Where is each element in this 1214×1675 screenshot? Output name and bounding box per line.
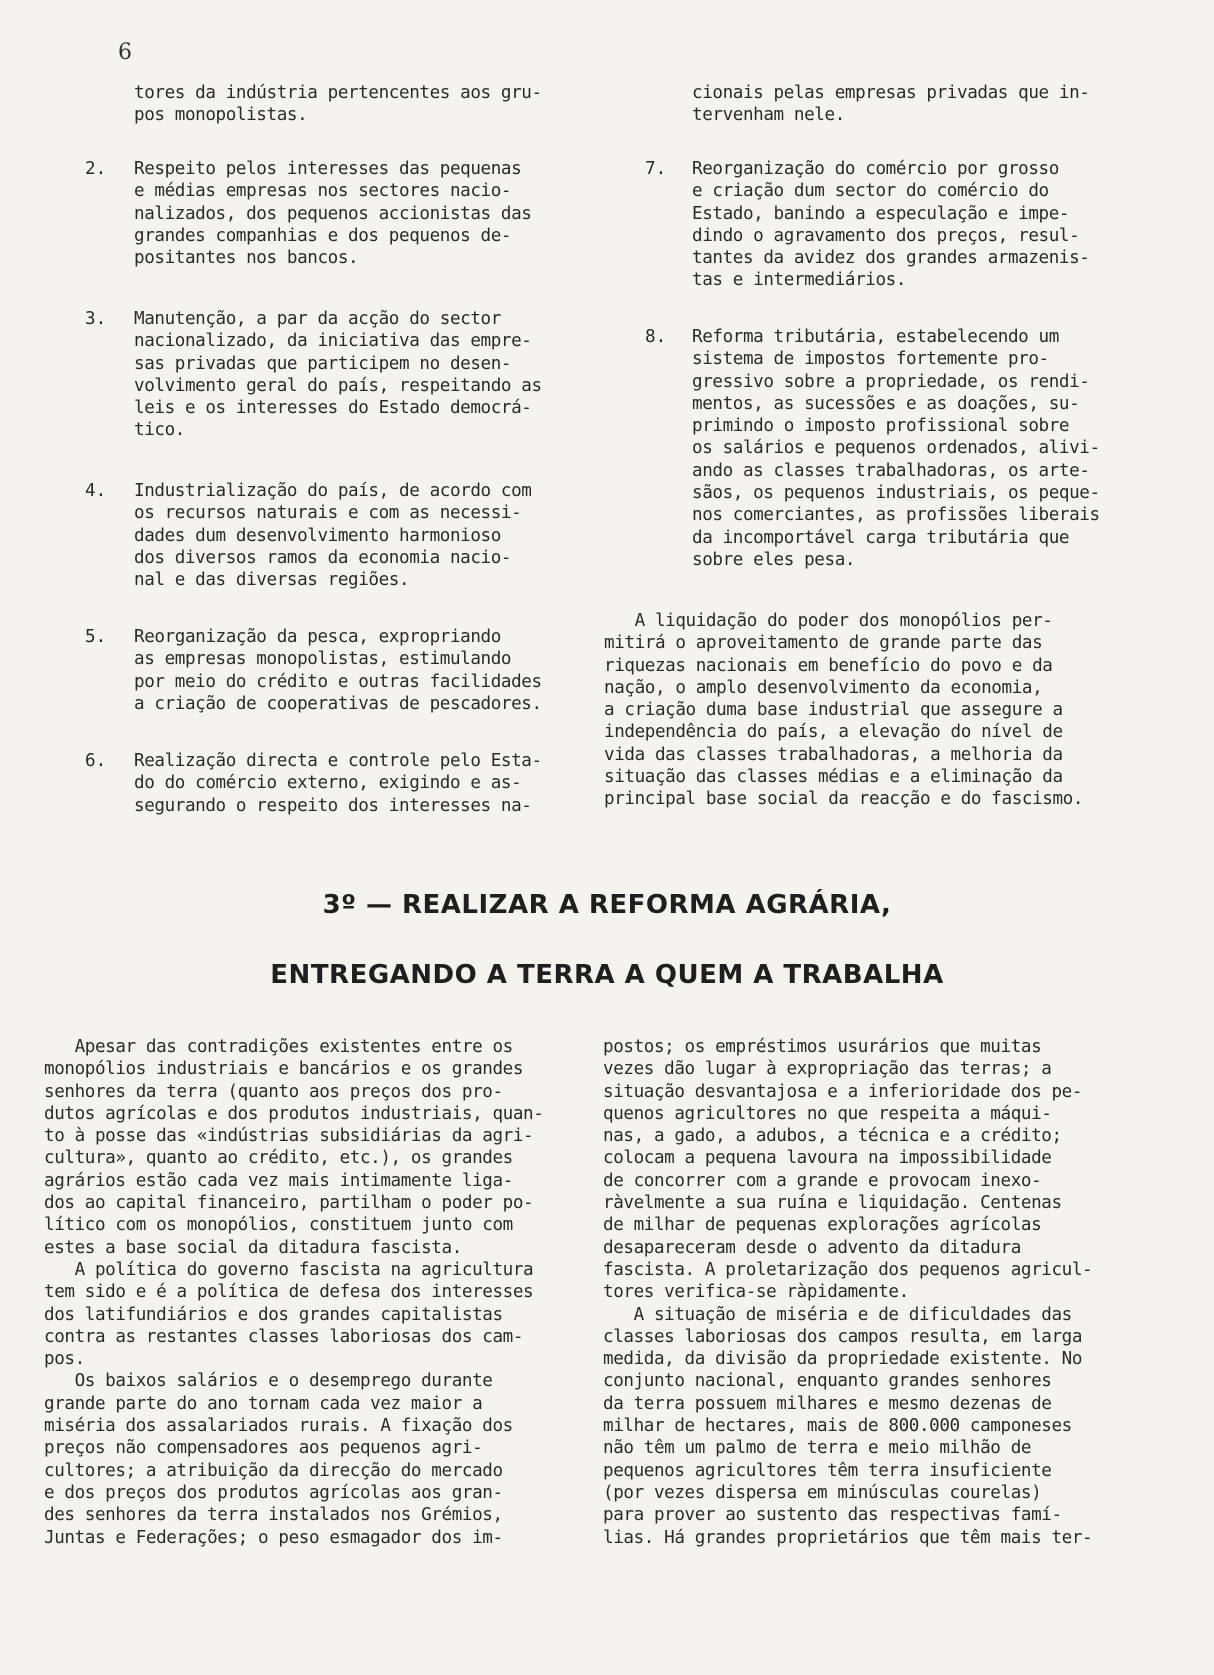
text-line: do do comércio externo, exigindo e as- [134,773,522,794]
text-line: vezes dão lugar à expropriação das terras; a [603,1059,1052,1080]
text-line: cionais pelas empresas privadas que in- [692,83,1090,103]
text-line: contra as restantes classes laboriosas dos cam- [44,1326,524,1347]
text-line: e médias empresas nos sectores nacio- [134,181,512,202]
text-line: tem sido e é a política de defesa dos interesses [44,1282,534,1303]
text-line: pos. [44,1349,85,1370]
text-line: mitirá o aproveitamento de grande parte das [604,633,1043,654]
list-number: 2. [85,159,107,179]
text-line: milhar de hectares, mais de 800.000 camponeses [603,1416,1072,1437]
top-left-intro [134,82,604,127]
list-number: 6. [85,751,107,771]
text-line: nalizados, dos pequenos accionistas das [134,203,532,224]
text-line: desapareceram desde o advento da ditadura [603,1237,1021,1258]
text-line: dos ao capital financeiro, partilham o poder po- [44,1193,534,1214]
text-line: miséria dos assalariados rurais. A fixação dos [44,1416,513,1437]
bottom-left-column [44,1036,594,1549]
text-line: da terra possuem milhares e mesmo dezenas de [603,1393,1052,1414]
text-line: fascista. A proletarização dos pequenos agricul- [603,1259,1093,1280]
text-line: a criação duma base industrial que assegure a [604,700,1063,721]
list-number: 5. [85,627,107,647]
text-line: situação das classes médias e a eliminação da [604,767,1063,788]
text-line: A política do governo fascista na agricultura [44,1259,534,1280]
text-line: situação desvantajosa e a inferioridade dos pe- [603,1081,1083,1102]
text-line: leis e os interesses do Estado democrá- [134,398,532,419]
text-line: nos comerciantes, as profissões liberais [692,505,1100,526]
section-title-line-1: 3º — REALIZAR A REFORMA AGRÁRIA, [322,890,892,920]
text-line: dos latifundiários e dos grandes capitalistas [44,1304,503,1325]
text-line: tores da indústria pertencentes aos gru- [134,83,542,103]
text-line: cultores; a atribuição da direcção do mercado [44,1460,503,1481]
text-line: gressivo sobre a propriedade, os rendi- [692,371,1090,392]
list-number: 4. [85,481,107,501]
text-line: Industrialização do país, de acordo com [134,481,532,501]
text-line: conjunto nacional, enquanto grandes senhores [603,1371,1052,1392]
text-line: segurando o respeito dos interesses na- [134,795,532,816]
list-text [134,750,604,817]
list-text [692,158,1152,292]
text-line: Juntas e Federações; o peso esmagador dos im- [44,1527,503,1548]
text-line: independência do país, a elevação do nível de [604,722,1063,743]
text-line: A situação de miséria e de dificuldades das [603,1304,1072,1325]
text-line: Os baixos salários e o desemprego durante [44,1371,493,1392]
text-line: Reorganização do comércio por grosso [692,159,1059,179]
top-right-paragraph [604,610,1154,811]
text-line: para prover ao sustento das respectivas famí- [603,1505,1062,1526]
text-line: Reforma tributária, estabelecendo um [692,327,1059,347]
text-line: positantes nos bancos. [134,248,359,269]
text-line: Apesar das contradições existentes entre os [44,1037,513,1057]
bottom-right-column [603,1036,1163,1549]
text-line: os salários e pequenos ordenados, alivi- [692,438,1100,459]
text-line: os recursos naturais e com as necessi- [134,503,522,524]
page-number: 6 [118,40,132,65]
text-line: (por vezes dispersa em minúsculas courelas) [603,1482,1042,1503]
text-line: nação, o amplo desenvolvimento da economia, [604,677,1043,698]
text-line: da incomportável carga tributária que [692,527,1070,548]
text-line: tervenham nele. [692,105,845,126]
text-line: primindo o imposto profissional sobre [692,416,1070,437]
text-line: sas privadas que participem no desen- [134,353,512,374]
text-line: dutos agrícolas e dos produtos industriais, quan- [44,1103,544,1124]
text-line: to à posse das «indústrias subsidiárias da agri- [44,1126,534,1147]
text-line: não têm um palmo de terra e meio milhão de [603,1438,1032,1459]
text-line: volvimento geral do país, respeitando as [134,375,542,396]
text-line: cultura», quanto ao crédito, etc.), os grandes [44,1148,513,1169]
text-line: tico. [134,420,185,441]
text-line: nacionalizado, da iniciativa das empre- [134,331,532,352]
text-line: preços não compensadores aos pequenos agri- [44,1438,483,1459]
text-line: colocam a pequena lavoura na impossibilidade [603,1148,1052,1169]
text-line: postos; os empréstimos usurários que muitas [603,1037,1042,1057]
text-line: sobre eles pesa. [692,549,856,570]
text-line: monopólios industriais e bancários e os grandes [44,1059,524,1080]
text-line: de concorrer com a grande e provocam inexo- [603,1170,1042,1191]
text-line: sãos, os pequenos industriais, os peque- [692,483,1100,504]
text-line: vida das classes trabalhadoras, a melhoria da [604,744,1063,765]
text-line: de milhar de pequenas explorações agrícolas [603,1215,1042,1236]
list-number: 7. [645,159,667,179]
text-line: dades dum desenvolvimento harmonioso [134,525,501,546]
list-text [134,308,604,442]
text-line: Realização directa e controle pelo Esta- [134,751,542,771]
text-line: des senhores da terra instalados nos Grémios, [44,1505,503,1526]
text-line: tas e intermediários. [692,270,907,291]
text-line: ràvelmente a sua ruína e liquidação. Centenas [603,1193,1062,1214]
list-number: 8. [645,327,667,347]
text-line: a criação de cooperativas de pescadores. [134,693,542,714]
text-line: pequenos agricultores têm terra insuficiente [603,1460,1052,1481]
text-line: agrários estão cada vez mais intimamente liga- [44,1170,513,1191]
list-text [692,326,1152,571]
text-line: e criação dum sector do comércio do [692,181,1049,202]
text-line: as empresas monopolistas, estimulando [134,649,512,670]
text-line: grandes companhias e dos pequenos de- [134,225,512,246]
top-right-intro [692,82,1152,127]
text-line: dos diversos ramos da economia nacio- [134,547,512,568]
list-number: 3. [85,309,107,329]
text-line: senhores da terra (quanto aos preços dos pro- [44,1081,503,1102]
text-line: lítico com os monopólios, constituem junto com [44,1215,513,1236]
text-line: tantes da avidez dos grandes armazenis- [692,248,1090,269]
text-line: dindo o agravamento dos preços, resul- [692,225,1080,246]
text-line: nal e das diversas regiões. [134,570,410,591]
text-line: nas, a gado, a adubos, a técnica e a crédito; [603,1126,1062,1147]
text-line: classes laboriosas dos campos resulta, em larga [603,1326,1083,1347]
text-line: Manutenção, a par da acção do sector [134,309,501,329]
text-line: estes a base social da ditadura fascista. [44,1237,462,1258]
text-line: mentos, as sucessões e as doações, su- [692,393,1080,414]
text-line: por meio do crédito e outras facilidades [134,671,542,692]
list-text [134,626,604,715]
text-line: pos monopolistas. [134,105,308,126]
text-line: A liquidação do poder dos monopólios per- [604,611,1053,631]
text-line: grande parte do ano tornam cada vez maior a [44,1393,483,1414]
text-line: medida, da divisão da propriedade existente. No [603,1349,1083,1370]
text-line: riquezas nacionais em benefício do povo e da [604,655,1053,676]
text-line: Respeito pelos interesses das pequenas [134,159,522,179]
text-line: principal base social da reacção e do fascismo. [604,789,1084,810]
section-title-line-2: ENTREGANDO A TERRA A QUEM A TRABALHA [270,960,944,990]
list-text [134,158,604,269]
text-line: e dos preços dos produtos agrícolas aos gran- [44,1482,503,1503]
text-line: Reorganização da pesca, expropriando [134,627,501,647]
text-line: ando as classes trabalhadoras, os arte- [692,460,1090,481]
text-line: tores verifica-se ràpidamente. [603,1282,909,1303]
text-line: lias. Há grandes proprietários que têm mais ter- [603,1527,1093,1548]
text-line: quenos agricultores no que respeita a máqui- [603,1103,1052,1124]
text-line: Estado, banindo a especulação e impe- [692,203,1070,224]
list-text [134,480,604,591]
text-line: sistema de impostos fortemente pro- [692,349,1049,370]
